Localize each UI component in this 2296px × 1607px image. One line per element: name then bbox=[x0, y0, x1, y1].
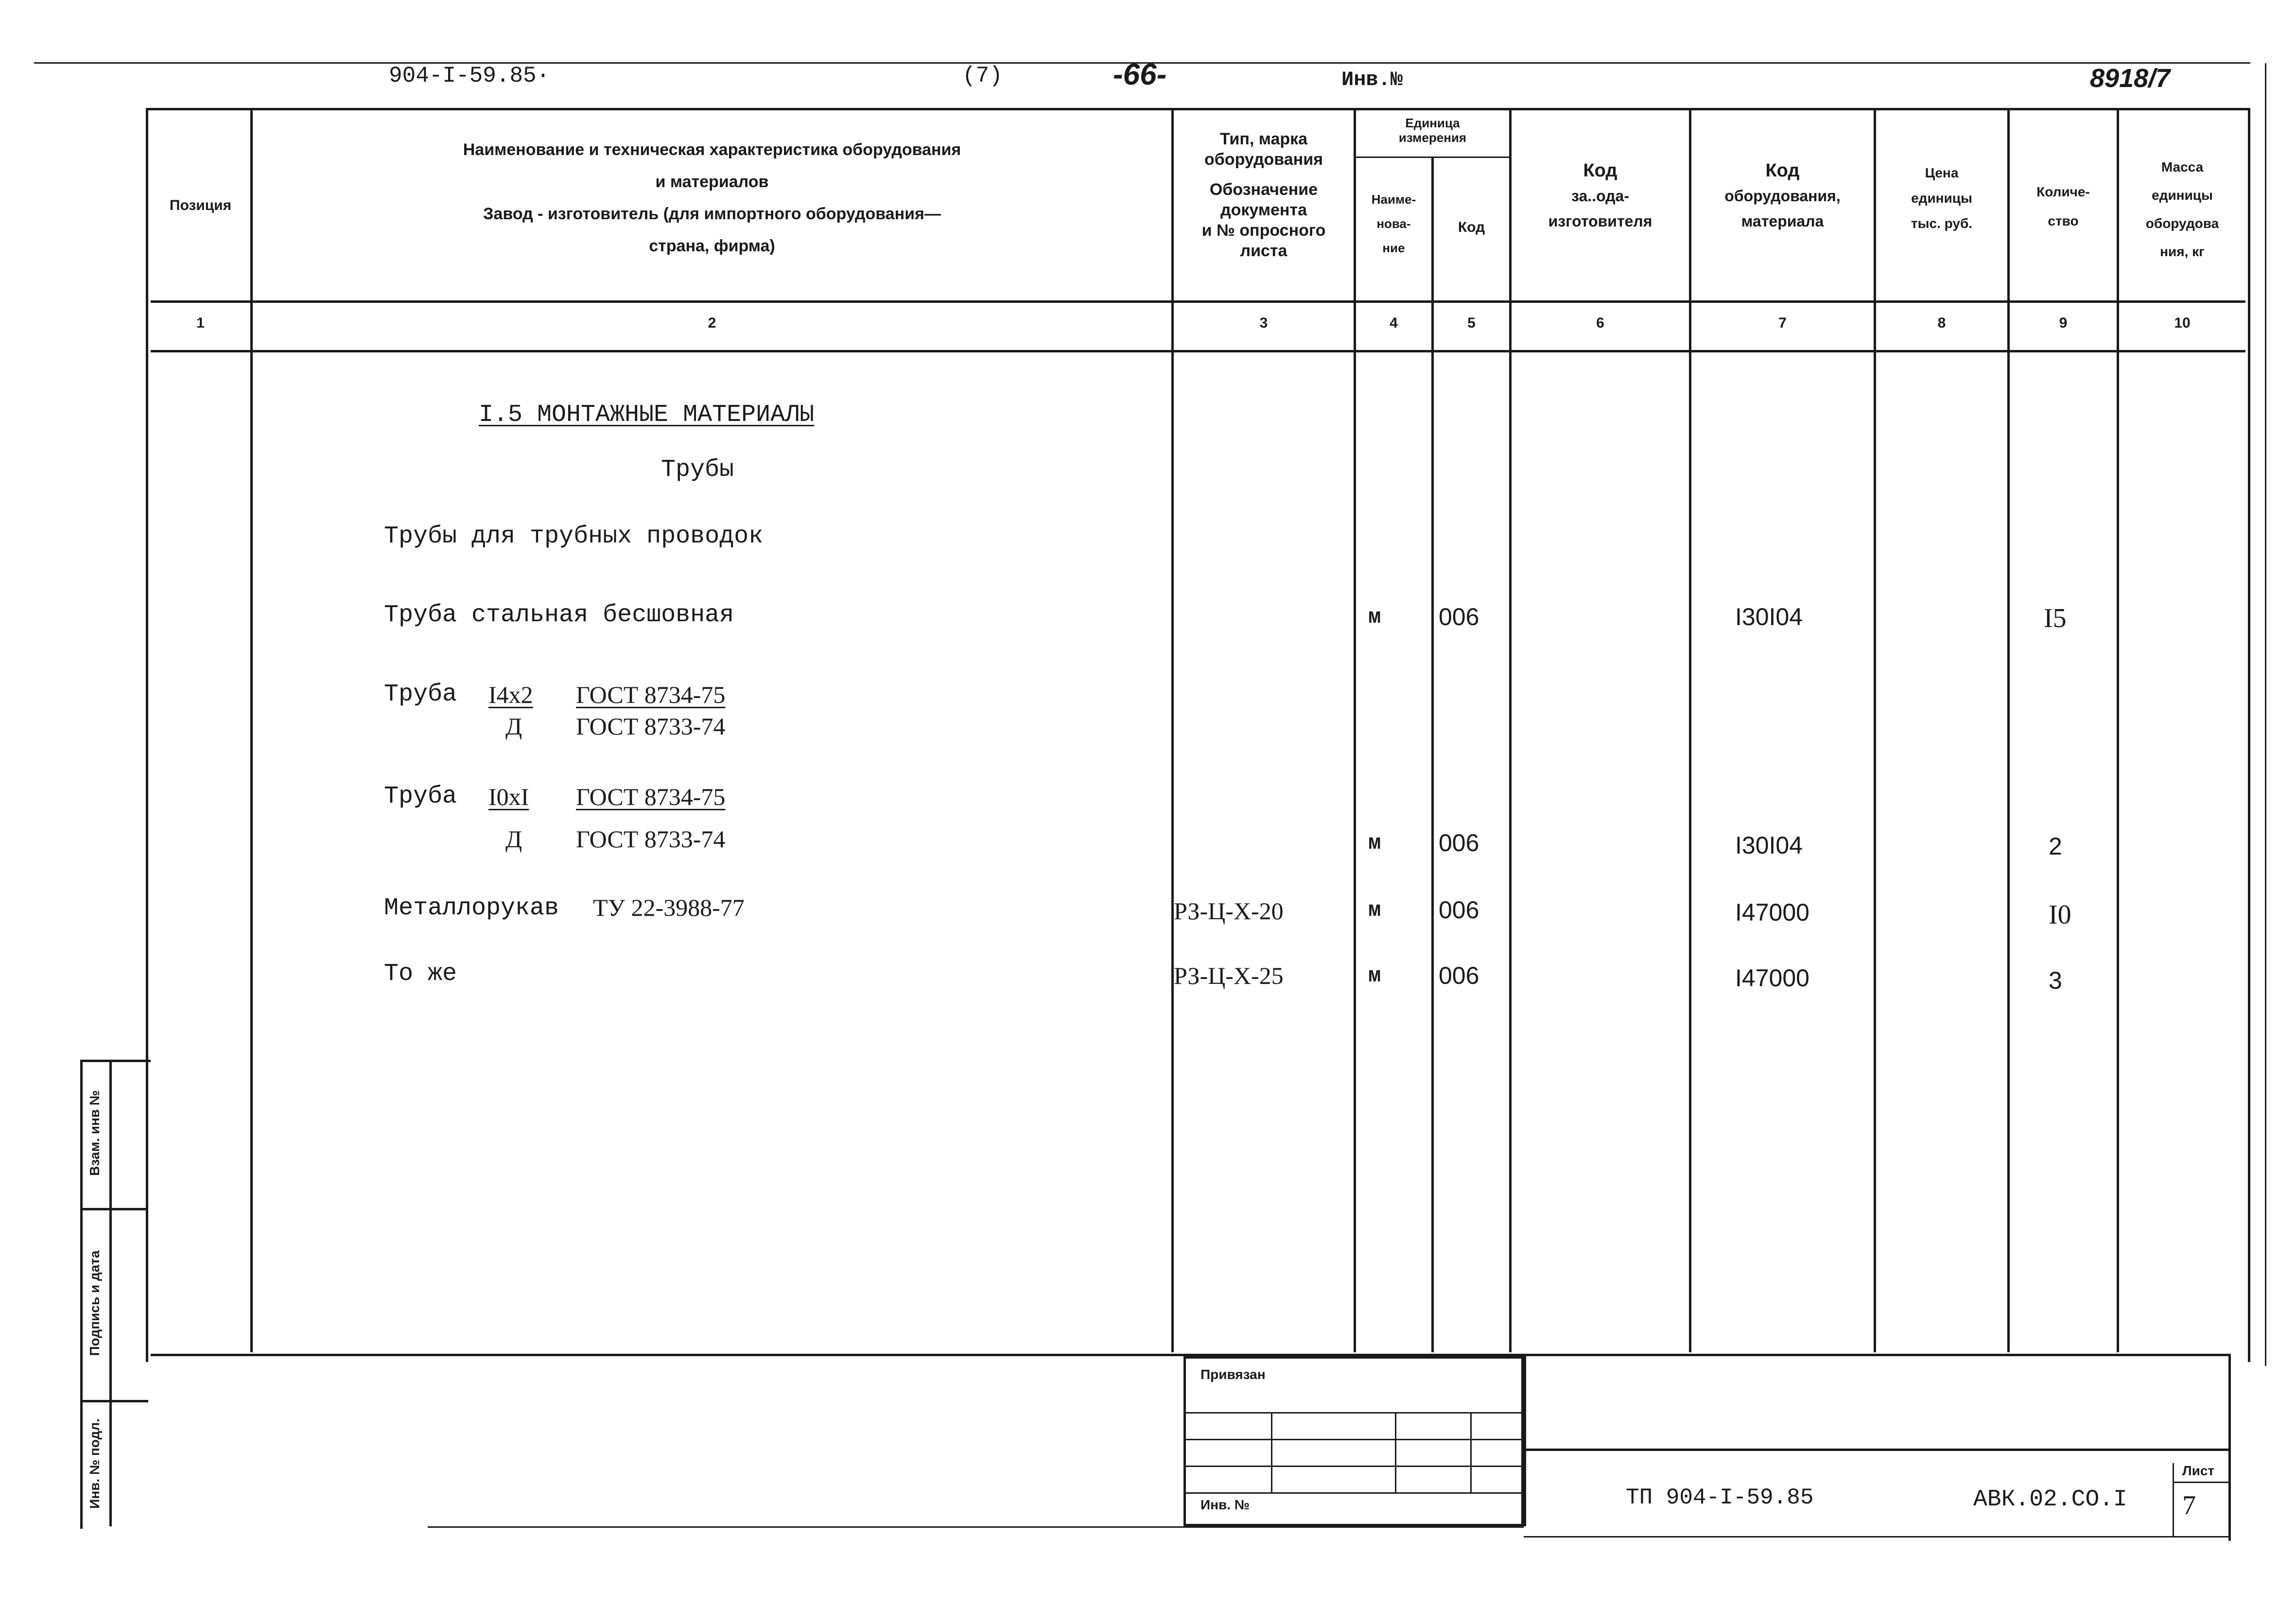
project-code: ТП 904-I-59.85 bbox=[1626, 1485, 1814, 1510]
col-header-material-code-l1: Код bbox=[1765, 160, 1800, 181]
col-header-maker-code bbox=[1512, 158, 1689, 234]
col-header-price-l1: Цена bbox=[1925, 165, 1959, 180]
sheet-in-parens: (7) bbox=[962, 63, 1003, 88]
stamp-left-line bbox=[1524, 1356, 1526, 1526]
col-header-name bbox=[253, 139, 1171, 257]
row4-unit-code: 006 bbox=[1439, 896, 1479, 924]
row3-variant: Д bbox=[505, 825, 522, 853]
col-header-unit-group bbox=[1356, 116, 1509, 145]
right-edge-line bbox=[2265, 63, 2266, 1366]
row3-unit-code: 006 bbox=[1439, 829, 1479, 856]
row3-standard: ГОСТ 8734-75 bbox=[576, 783, 726, 810]
page-number: -66- bbox=[1113, 58, 1167, 91]
attached-col-2 bbox=[1395, 1412, 1396, 1492]
col-header-price-l3: тыс. руб. bbox=[1911, 216, 1973, 231]
col-header-mass-l2: единицы bbox=[2152, 188, 2213, 203]
col-number-6: 6 bbox=[1596, 315, 1604, 331]
numbers-bottom-rule bbox=[151, 350, 2245, 352]
col-number-5: 5 bbox=[1467, 315, 1476, 331]
col-header-mass bbox=[2119, 153, 2245, 266]
col-number-9: 9 bbox=[2059, 315, 2068, 331]
sheet-cell-rule bbox=[2173, 1482, 2228, 1483]
col-line-2 bbox=[1171, 108, 1174, 1352]
col-header-type-l3: Обозначение bbox=[1209, 180, 1318, 199]
row3-standard-2: ГОСТ 8733-74 bbox=[576, 825, 726, 853]
sheet-label: Лист bbox=[2182, 1463, 2215, 1478]
row1-name: Труба стальная бесшовная bbox=[384, 601, 734, 629]
archive-number: 8918/7 bbox=[2090, 64, 2171, 93]
doc-code: 904-I-59.85· bbox=[389, 63, 550, 88]
col-number-10: 10 bbox=[2174, 315, 2191, 331]
col-header-material-code-l2: оборудования, bbox=[1724, 187, 1841, 205]
inv-no-label: Инв. № bbox=[1200, 1497, 1250, 1512]
row4-type: РЗ-Ц-Х-20 bbox=[1174, 897, 1284, 925]
col-header-type-l6: листа bbox=[1240, 242, 1287, 260]
col-number-4: 4 bbox=[1390, 315, 1398, 331]
row5-quantity: 3 bbox=[2049, 967, 2062, 994]
table-frame bbox=[146, 108, 2250, 1362]
col-header-name-l1: Наименование и техническая характеристика оборудования bbox=[463, 140, 961, 159]
group-title: Трубы для трубных проводок bbox=[384, 523, 764, 550]
col-number-3: 3 bbox=[1259, 315, 1268, 331]
col-number-2: 2 bbox=[708, 315, 716, 331]
section-title: I.5 МОНТАЖНЫЕ МАТЕРИАЛЫ bbox=[479, 401, 815, 429]
row1-quantity: I5 bbox=[2044, 603, 2067, 633]
col-header-type-l4: документа bbox=[1220, 201, 1307, 219]
col-header-type bbox=[1174, 129, 1354, 261]
col-line-6 bbox=[1689, 108, 1691, 1352]
side-stamp-signature-date: Подпись и дата bbox=[87, 1250, 102, 1356]
col-header-mass-l4: ния, кг bbox=[2160, 244, 2205, 259]
col-line-1 bbox=[250, 108, 253, 1352]
col-header-quantity-l1: Количе- bbox=[2036, 184, 2090, 199]
stamp-bottom-rule-2 bbox=[1524, 1536, 2231, 1537]
col-line-5 bbox=[1509, 108, 1512, 1352]
col-header-unit-name-l1: Наиме- bbox=[1371, 192, 1416, 207]
row3-material-code: I30I04 bbox=[1735, 832, 1803, 859]
col-header-type-l2: оборудования bbox=[1204, 150, 1323, 169]
row5-material-code: I47000 bbox=[1735, 964, 1809, 992]
col-line-4 bbox=[1431, 157, 1434, 1352]
col-header-material-code-l3: материала bbox=[1741, 212, 1824, 230]
row1-unit: м bbox=[1368, 605, 1381, 629]
attached-col-1 bbox=[1271, 1412, 1272, 1492]
row2-name: Труба bbox=[384, 681, 457, 708]
col-header-quantity-l2: ство bbox=[2048, 213, 2079, 228]
row1-material-code: I30I04 bbox=[1735, 603, 1803, 630]
attached-col-3 bbox=[1470, 1412, 1472, 1492]
sheet-number: 7 bbox=[2182, 1490, 2196, 1520]
col-header-unit-name bbox=[1356, 187, 1431, 260]
col-header-unit-code: Код bbox=[1458, 219, 1485, 235]
row3-size: I0xI bbox=[488, 783, 529, 810]
row4-material-code: I47000 bbox=[1735, 899, 1809, 926]
col-header-name-l2: и материалов bbox=[655, 173, 769, 191]
col-header-maker-code-l1: Код bbox=[1583, 160, 1618, 181]
side-stamp-replace-inv: Взам. инв № bbox=[87, 1090, 102, 1176]
row2-size: I4x2 bbox=[488, 681, 533, 708]
col-header-price bbox=[1876, 160, 2007, 236]
col-line-8 bbox=[2007, 108, 2010, 1352]
col-line-7 bbox=[1874, 108, 1876, 1352]
sheet-cell-line bbox=[2173, 1463, 2174, 1536]
row3-unit: м bbox=[1368, 831, 1381, 856]
row1-unit-code: 006 bbox=[1439, 603, 1479, 630]
row5-unit-code: 006 bbox=[1439, 962, 1479, 989]
col-header-quantity bbox=[2010, 177, 2117, 236]
col-header-type-l5: и № опросного bbox=[1201, 221, 1326, 240]
row4-name: Металлорукав bbox=[384, 894, 559, 922]
col-header-unit-group-l2: измерения bbox=[1398, 130, 1467, 145]
col-header-mass-l3: оборудова bbox=[2145, 216, 2219, 231]
col-header-maker-code-l3: изготовителя bbox=[1548, 212, 1652, 230]
col-number-1: 1 bbox=[196, 315, 205, 331]
col-line-3 bbox=[1354, 108, 1356, 1352]
col-header-material-code bbox=[1691, 158, 1874, 234]
col-line-9 bbox=[2117, 108, 2119, 1352]
row5-name: То же bbox=[384, 960, 457, 988]
col-header-name-l4: страна, фирма) bbox=[649, 237, 775, 255]
col-header-maker-code-l2: за..ода- bbox=[1571, 187, 1629, 205]
row5-type: РЗ-Ц-Х-25 bbox=[1174, 962, 1284, 989]
row2-variant: Д bbox=[505, 713, 522, 740]
designation: АВК.02.СО.I bbox=[1973, 1486, 2127, 1513]
col-number-7: 7 bbox=[1778, 315, 1787, 331]
col-header-position: Позиция bbox=[169, 197, 232, 213]
side-stamp-orig-inv: Инв. № подл. bbox=[87, 1418, 102, 1509]
col-header-unit-name-l2: нова- bbox=[1376, 216, 1411, 231]
col-number-8: 8 bbox=[1937, 315, 1946, 331]
col-header-price-l2: единицы bbox=[1911, 191, 1972, 206]
row2-standard-2: ГОСТ 8733-74 bbox=[576, 713, 726, 740]
stamp-right-line bbox=[2228, 1356, 2231, 1541]
stamp-mid-rule bbox=[1524, 1449, 2231, 1451]
col-header-mass-l1: Масса bbox=[2161, 159, 2204, 175]
row2-standard: ГОСТ 8734-75 bbox=[576, 681, 726, 708]
header-bottom-rule bbox=[151, 300, 2245, 303]
inv-label: Инв.№ bbox=[1341, 68, 1403, 91]
col-header-unit-name-l3: ние bbox=[1382, 241, 1405, 255]
subsection-title: Трубы bbox=[661, 456, 734, 484]
col-header-type-l1: Тип, марка bbox=[1219, 130, 1308, 148]
row3-name: Труба bbox=[384, 783, 457, 810]
row3-quantity: 2 bbox=[2049, 833, 2062, 860]
col-header-unit-group-l1: Единица bbox=[1405, 116, 1460, 130]
row5-unit: м bbox=[1368, 964, 1381, 988]
attached-row-4 bbox=[1186, 1492, 1521, 1494]
attached-label: Привязан bbox=[1200, 1367, 1266, 1382]
unit-group-rule bbox=[1356, 157, 1512, 158]
stamp-bottom-rule bbox=[428, 1526, 1524, 1528]
row4-spec: ТУ 22-3988-77 bbox=[593, 894, 745, 921]
row4-unit: м bbox=[1368, 898, 1381, 923]
col-header-name-l3: Завод - изготовитель (для импортного оборудования— bbox=[483, 205, 941, 223]
row4-quantity: I0 bbox=[2049, 900, 2071, 930]
side-stamp-divider bbox=[109, 1060, 112, 1526]
